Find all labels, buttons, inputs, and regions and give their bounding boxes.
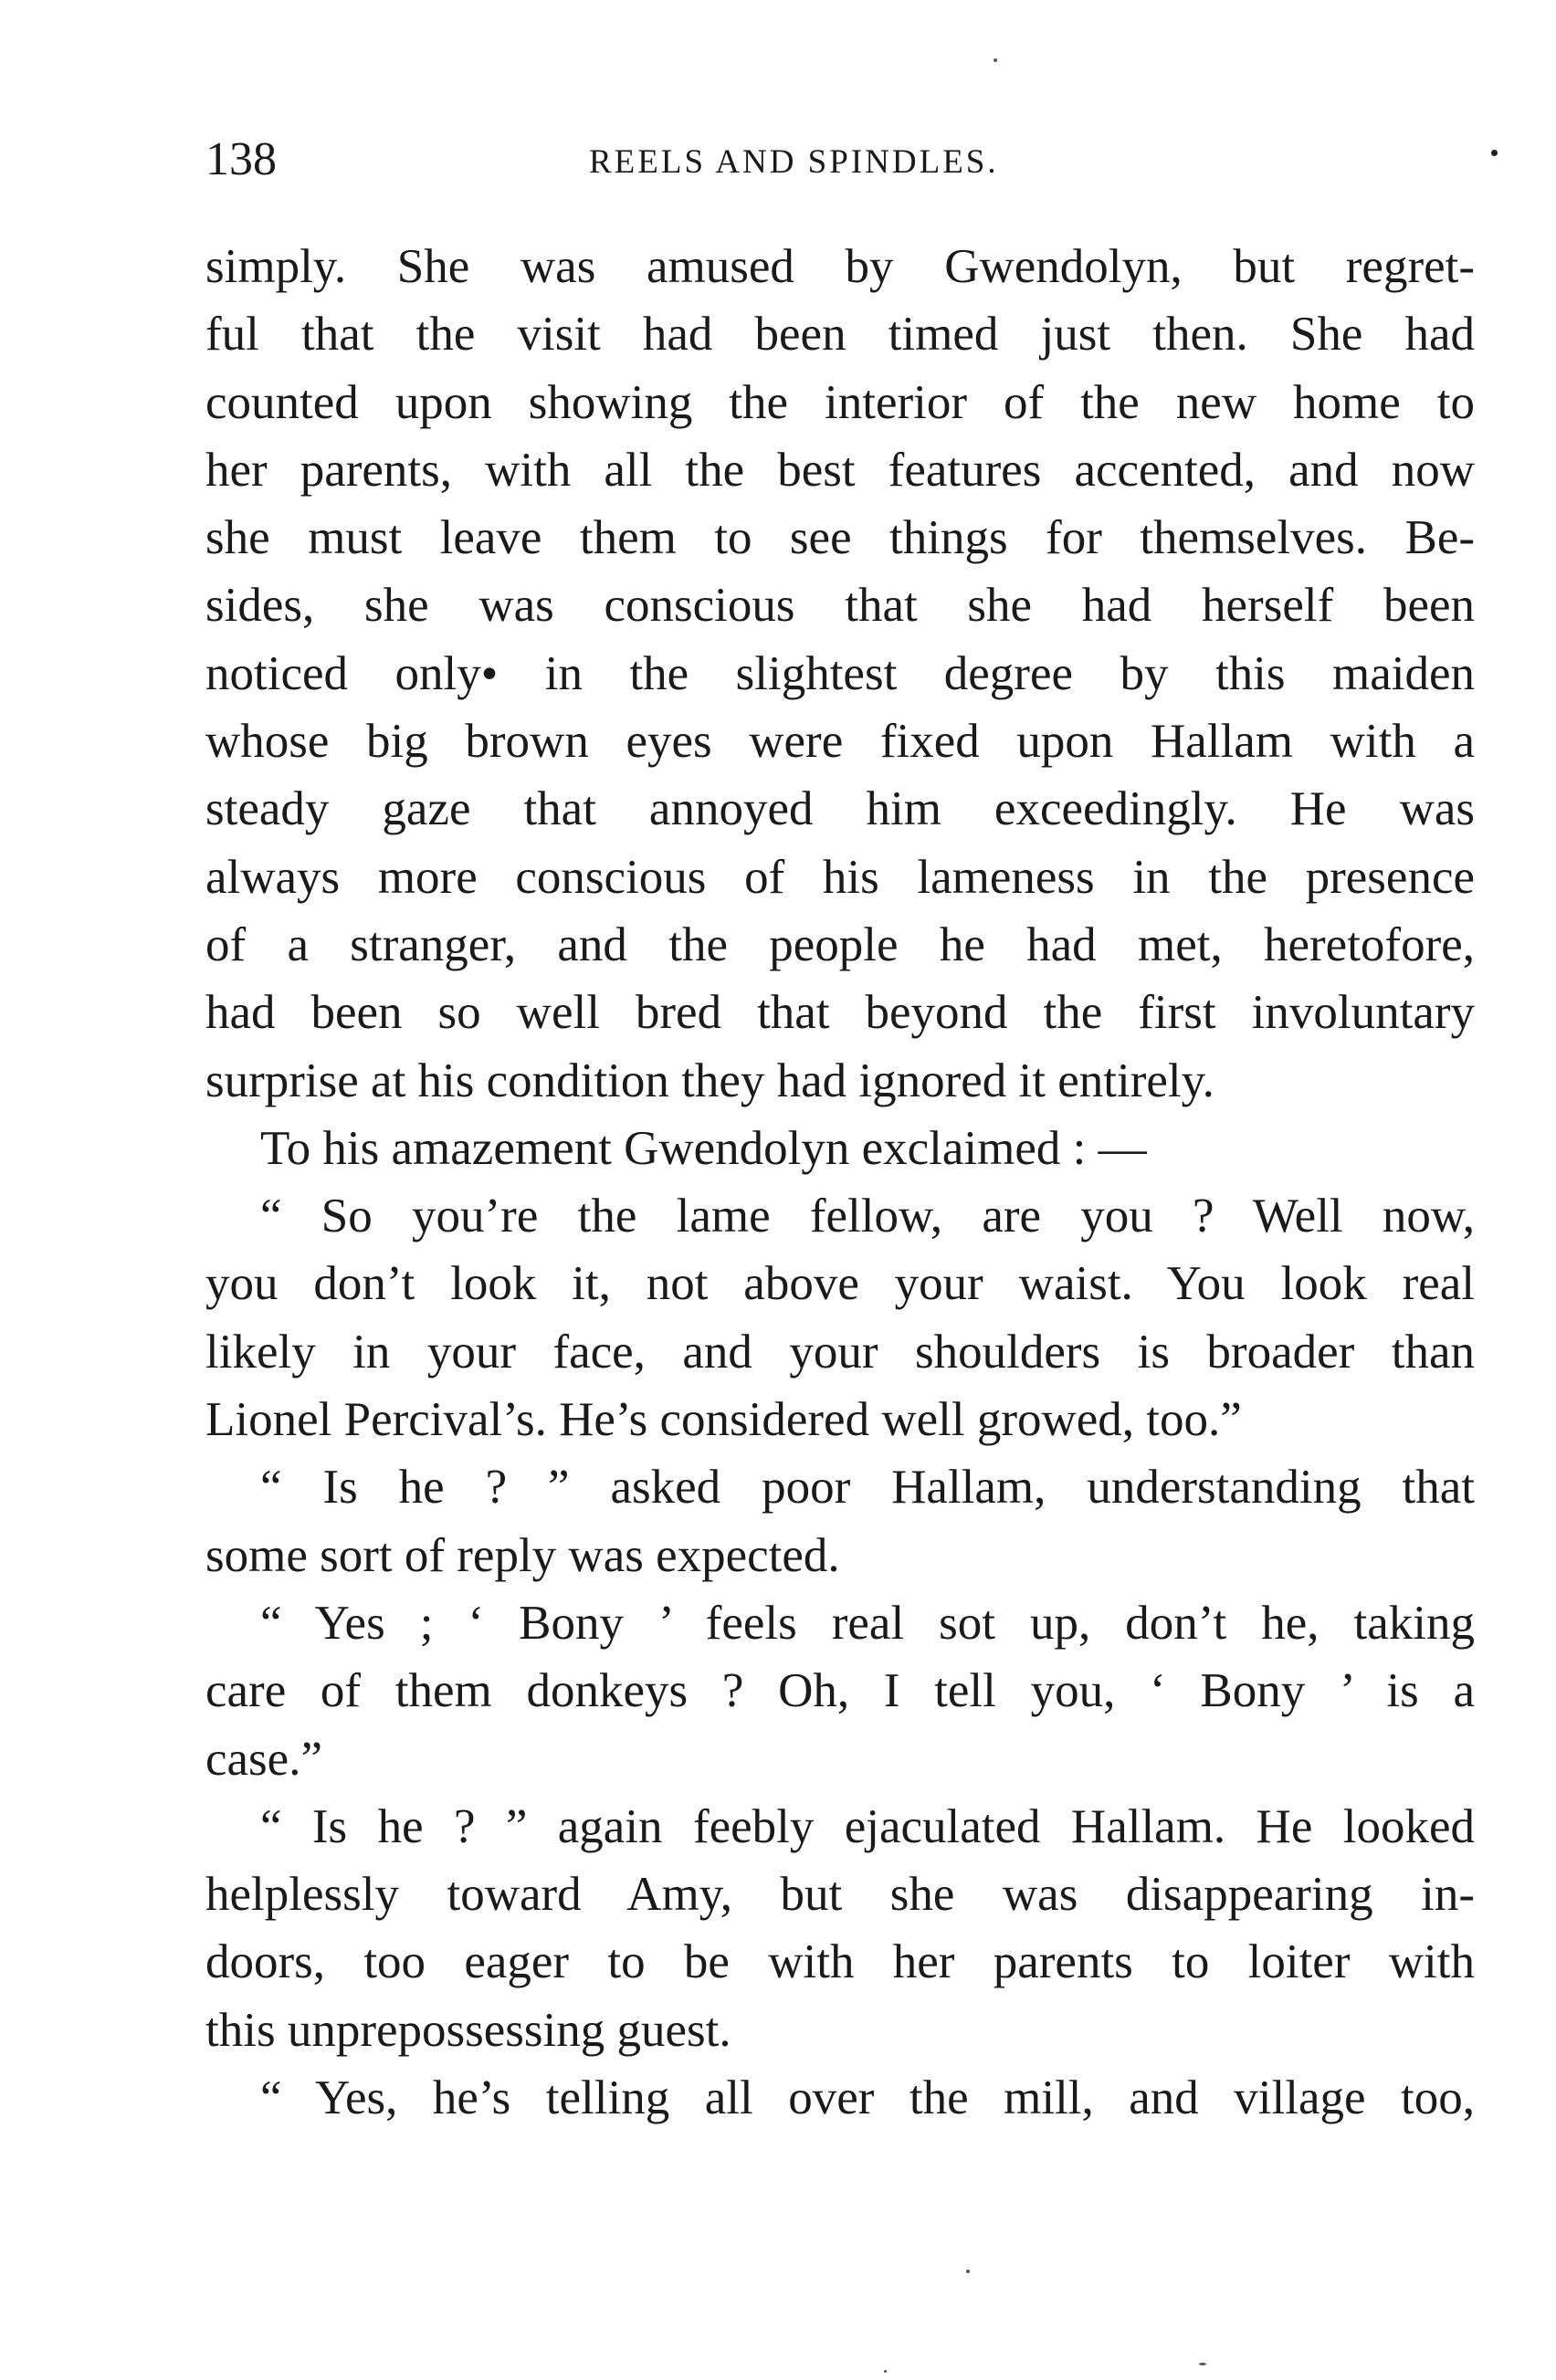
printer-mark [1491,150,1498,156]
text-line: you don’t look it, not above your waist. You look real [205,1257,1475,1311]
text-line: some sort of reply was expected. [205,1528,840,1582]
text-line: steady gaze that annoyed him exceedingly. He was [205,782,1475,836]
text-line: noticed only• in the slightest degree by this maiden [205,646,1475,700]
page-number: 138 [205,133,277,185]
text-line: case.” [205,1732,322,1786]
text-line: counted upon showing the interior of the new home to [205,375,1475,429]
text-line: “ Yes, he’s telling all over the mill, and village too, [260,2071,1475,2125]
running-head: REELS AND SPINDLES. [589,143,999,181]
text-line: she must leave them to see things for themselves. Be- [205,511,1475,565]
text-line: sides, she was conscious that she had herself been [205,579,1475,633]
text-line: ful that the visit had been timed just then. She had [205,308,1475,362]
text-line: “ Is he ? ” again feebly ejaculated Hallam. He looked [260,1799,1475,1853]
text-line: likely in your face, and your shoulders is broader than [205,1325,1475,1379]
text-line: this unprepossessing guest. [205,2003,731,2057]
text-line: her parents, with all the best features accented, and now [205,443,1475,497]
page-header [205,128,1475,192]
text-line: helplessly toward Amy, but she was disappearing in- [205,1868,1475,1922]
text-line: care of them donkeys ? Oh, I tell you, ‘ Bony ’ is a [205,1664,1475,1718]
text-line: surprise at his condition they had ignored it entirely. [205,1054,1214,1107]
scan-speck [994,58,997,62]
text-line: “ Yes ; ‘ Bony ’ feels real sot up, don’t he, taking [260,1596,1475,1650]
scan-speck [966,2270,970,2273]
scan-speck [1199,2363,1206,2365]
text-line: “ So you’re the lame fellow, are you ? Well now, [260,1190,1475,1243]
text-line: simply. She was amused by Gwendolyn, but regret- [205,240,1475,293]
text-line: Lionel Percival’s. He’s considered well growed, too.” [205,1393,1242,1447]
body-text [205,233,1475,2132]
text-line: of a stranger, and the people he had met, heretofore, [205,917,1475,971]
text-line: whose big brown eyes were fixed upon Hallam with a [205,715,1475,769]
text-line: “ Is he ? ” asked poor Hallam, understanding that [260,1461,1475,1515]
text-line: doors, too eager to be with her parents to loiter with [205,1935,1475,1989]
scan-speck [884,2370,887,2373]
text-line: had been so well bred that beyond the first involuntary [205,986,1475,1040]
text-line: To his amazement Gwendolyn exclaimed : — [260,1121,1147,1175]
text-line: always more conscious of his lameness in the presence [205,850,1475,904]
